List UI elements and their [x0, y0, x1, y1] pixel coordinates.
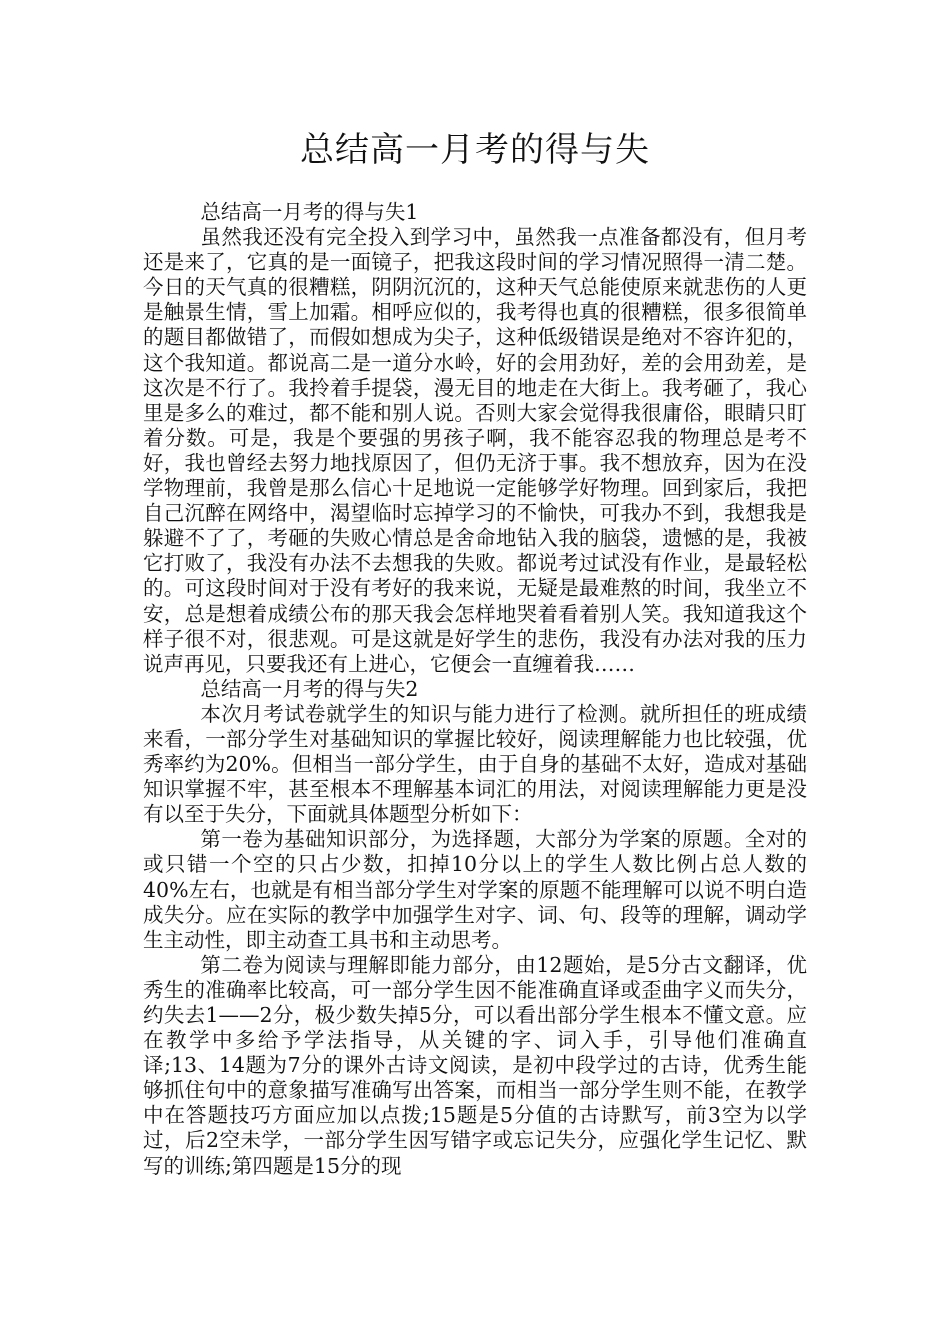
- section-heading-1: 总结高一月考的得与失1: [200, 200, 419, 224]
- document-body: [143, 200, 807, 1179]
- document-title: 总结高一月考的得与失: [300, 130, 650, 170]
- paragraph-3: 第一卷为基础知识部分，为选择题，大部分为学案的原题。全对的或只错一个空的只占少数，扣掉10分以上的学生人数比例占总人数的40%左右，也就是有相当部分学生对学案的原题不能理解可以说不明白造成失分。应在实际的教学中加强学生对字、词、句、段等的理解，调动学生主动性，即主动查工具书和主动思考。: [143, 827, 807, 952]
- paragraph-2: 本次月考试卷就学生的知识与能力进行了检测。就所担任的班成绩来看，一部分学生对基础知识的掌握比较好，阅读理解能力也比较强，优秀率约为20%。但相当一部分学生，由于自身的基础不太好，造成对基础知识掌握不牢，甚至根本不理解基本词汇的用法，对阅读理解能力更是没有以至于失分，下面就具体题型分析如下：: [143, 701, 807, 827]
- section-heading-2: 总结高一月考的得与失2: [200, 676, 419, 701]
- paragraph-1: 虽然我还没有完全投入到学习中，虽然我一点准备都没有，但月考还是来了，它真的是一面镜子，把我这段时间的学习情况照得一清二楚。今日的天气真的很糟糕，阴阴沉沉的，这种天气总能使原来就悲伤的人更是触景生情，雪上加霜。相呼应似的，我考得也真的很糟糕，很多很简单的题目都做错了，而假如想成为尖子，这种低级错误是绝对不容许犯的，这个我知道。都说高二是一道分水岭，好的会用劲好，差的会用劲差，是这次是不行了。我拎着手提袋，漫无目的地走在大街上。我考砸了，我心里是多么的难过，都不能和别人说。否则大家会觉得我很庸俗，眼睛只盯着分数。可是，我是个要强的男孩子啊，我不能容忍我的物理总是考不好，我也曾经去努力地找原因了，但仍无济于事。我不想放弃，因为在没学物理前，我曾是那么信心十足地说一定能够学好物理。回到家后，我把自己沉醉在网络中，渴望临时忘掉学习的不愉快，可我办不到，我想我是躲避不了了，考砸的失败心情总是舍命地钻入我的脑袋，遗憾的是，我被它打败了，我没有办法不去想我的失败。都说考过试没有作业，是最轻松的。可这段时间对于没有考好的我来说，无疑是最难熬的时间，我坐立不安，总是想着成绩公布的那天我会怎样地哭着看着别人笑。我知道我这个样子很不对，很悲观。可是这就是好学生的悲伤，我没有办法对我的压力说声再见，只要我还有上进心，它便会一直缠着我……: [143, 225, 807, 676]
- paragraph-4: 第二卷为阅读与理解即能力部分，由12题始，是5分古文翻译，优秀生的准确率比较高，可一部分学生因不能准确直译或歪曲字义而失分，约失去1——2分，极少数失掉5分，可以看出部分学生根本不懂文意。应在教学中多给予学法指导，从关键的字、词入手，引导他们准确直译;13、14题为7分的课外古诗文阅读，是初中段学过的古诗，优秀生能够抓住句中的意象描写准确写出答案，而相当一部分学生则不能，在教学中在答题技巧方面应加以点拨;15题是5分值的古诗默写，前3空为以学过，后2空未学，一部分学生因写错字或忘记失分，应强化学生记忆、默写的训练;第四题是15分的现: [143, 952, 807, 1178]
